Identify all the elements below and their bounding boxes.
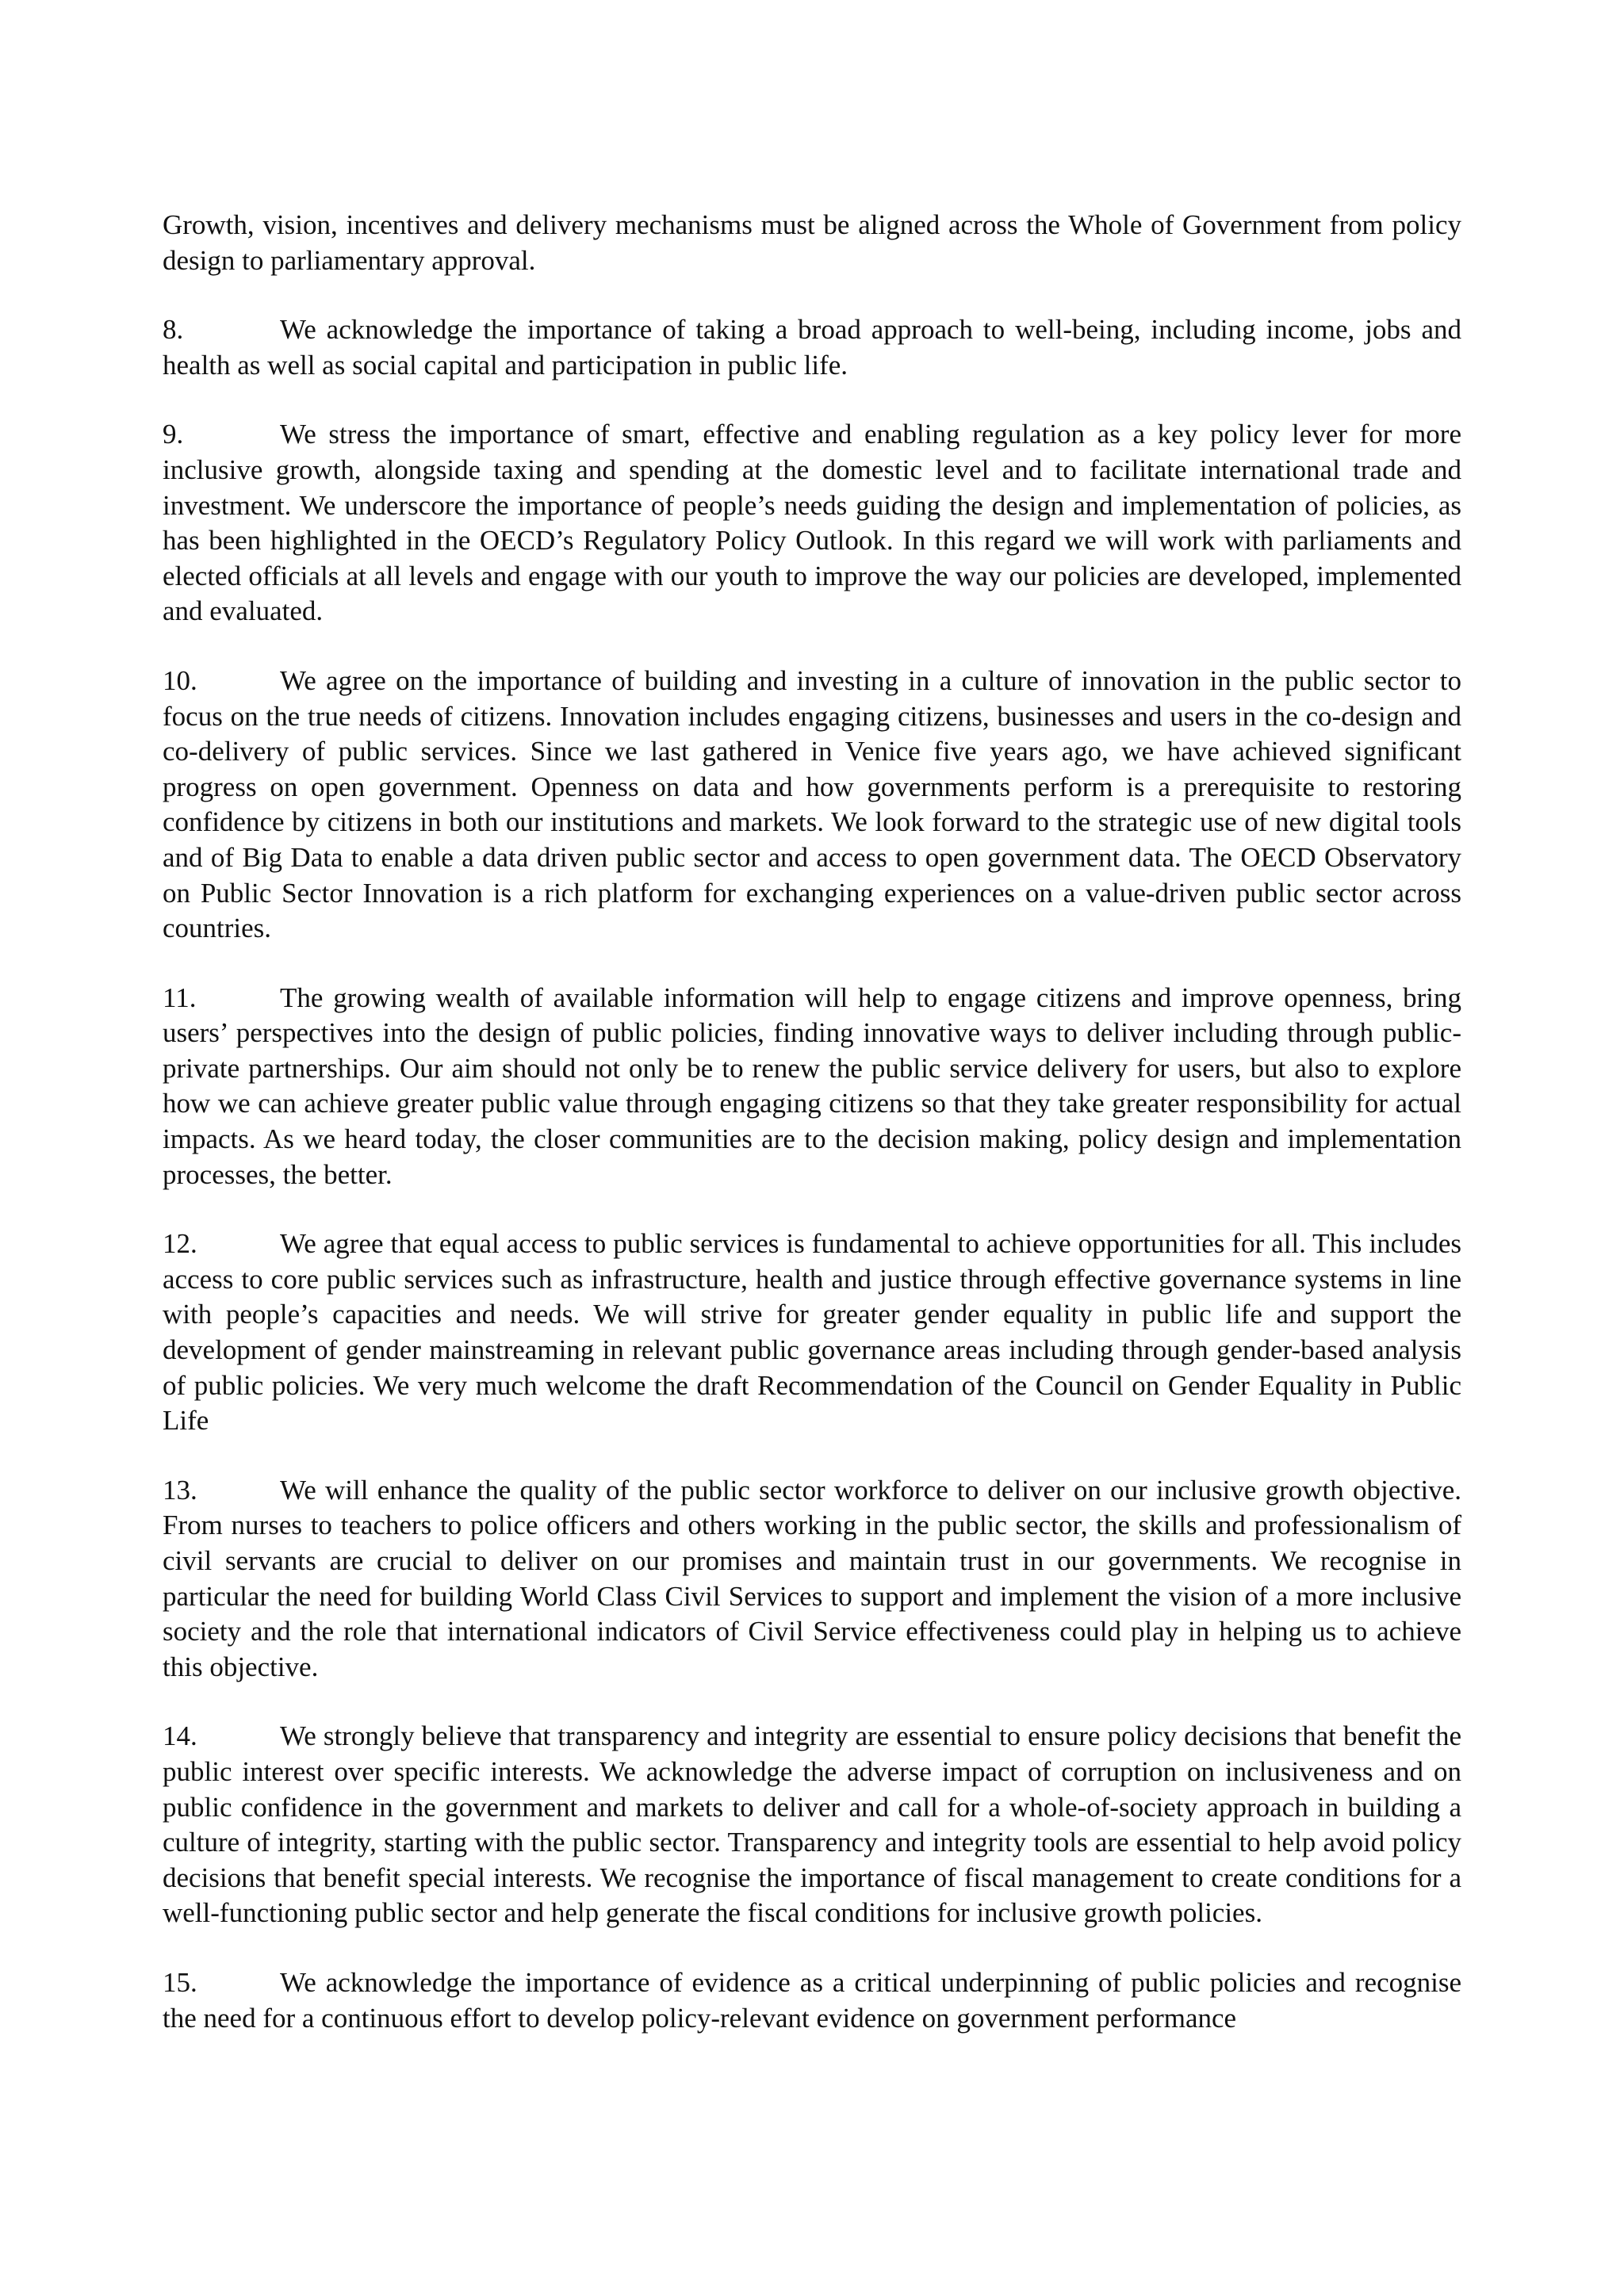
paragraph-number: 13. bbox=[163, 1474, 197, 1506]
paragraph-continuation bbox=[163, 208, 1461, 278]
paragraph-number: 11. bbox=[163, 982, 197, 1013]
paragraph-12 bbox=[163, 1226, 1461, 1439]
paragraph-text: We acknowledge the importance of evidence as a critical underpinning of public policies and recognise the need for a continuous effort to develop policy-relevant evidence on government performance bbox=[163, 1966, 1461, 2034]
paragraph-14 bbox=[163, 1719, 1461, 1931]
paragraph-text: We agree on the importance of building and investing in a culture of innovation in the public sector to focus on the true needs of citizens. Innovation includes engaging citizens, businesses and users in the co-design and co-delivery of public services. Since we last gathered in Venice five years ago, we have achieved significant progress on open government. Openness on data and how governments perform is a prerequisite to restoring confidence by citizens in both our institutions and markets. We look forward to the strategic use of new digital tools and of Big Data to enable a data driven public sector and access to open government data. The OECD Observatory on Public Sector Innovation is a rich platform for exchanging experiences on a value-driven public sector across countries. bbox=[163, 664, 1461, 944]
paragraph-text: We stress the importance of smart, effective and enabling regulation as a key policy lever for more inclusive growth, alongside taxing and spending at the domestic level and to facilitate international trade and investment. We underscore the importance of people’s needs guiding the design and implementation of policies, as has been highlighted in the OECD’s Regulatory Policy Outlook. In this regard we will work with parliaments and elected officials at all levels and engage with our youth to improve the way our policies are developed, implemented and evaluated. bbox=[163, 419, 1461, 627]
paragraph-11 bbox=[163, 981, 1461, 1193]
document-page bbox=[163, 208, 1461, 2070]
paragraph-9 bbox=[163, 417, 1461, 629]
paragraph-text: We agree that equal access to public services is fundamental to achieve opportunities for all. This includes access to core public services such as infrastructure, health and justice through effective governance systems in line with people’s capacities and needs. We will strive for greater gender equality in public life and support the development of gender mainstreaming in relevant public governance areas including through gender-based analysis of public policies. We very much welcome the draft Recommendation of the Council on Gender Equality in Public Life bbox=[163, 1228, 1461, 1437]
paragraph-number: 12. bbox=[163, 1228, 197, 1260]
paragraph-text: The growing wealth of available information will help to engage citizens and improve openness, bring users’ perspectives into the design of public policies, finding innovative ways to deliver including through public-private partnerships. Our aim should not only be to renew the public service delivery for users, but also to explore how we can achieve greater public value through engaging citizens so that they take greater responsibility for actual impacts. As we heard today, the closer communities are to the decision making, policy design and implementation processes, the better. bbox=[163, 982, 1461, 1190]
paragraph-number: 8. bbox=[163, 314, 184, 346]
paragraph-15 bbox=[163, 1965, 1461, 2036]
paragraph-number: 14. bbox=[163, 1720, 197, 1752]
paragraph-13 bbox=[163, 1473, 1461, 1686]
paragraph-8 bbox=[163, 312, 1461, 383]
paragraph-number: 10. bbox=[163, 664, 197, 696]
paragraph-text: We strongly believe that transparency and integrity are essential to ensure policy decisions that benefit the public interest over specific interests. We acknowledge the adverse impact of corruption on inclusiveness and on public confidence in the government and markets to deliver and call for a whole-of-society approach in building a culture of integrity, starting with the public sector. Transparency and integrity tools are essential to help avoid policy decisions that benefit special interests. We recognise the importance of fiscal management to create conditions for a well-functioning public sector and help generate the fiscal conditions for inclusive growth policies. bbox=[163, 1720, 1461, 1929]
paragraph-text: We will enhance the quality of the public sector workforce to deliver on our inclusive growth objective. From nurses to teachers to police officers and others working in the public sector, the skills and professionalism of civil servants are crucial to deliver on our promises and maintain trust in our governments. We recognise in particular the need for building World Class Civil Services to support and implement the vision of a more inclusive society and the role that international indicators of Civil Service effectiveness could play in helping us to achieve this objective. bbox=[163, 1474, 1461, 1682]
paragraph-text: We acknowledge the importance of taking a broad approach to well-being, including income, jobs and health as well as social capital and participation in public life. bbox=[163, 314, 1461, 381]
paragraph-number: 15. bbox=[163, 1966, 197, 1998]
paragraph-10 bbox=[163, 664, 1461, 947]
paragraph-text: Growth, vision, incentives and delivery mechanisms must be aligned across the Whole of Government from policy design to parliamentary approval. bbox=[163, 209, 1461, 276]
paragraph-number: 9. bbox=[163, 419, 184, 450]
